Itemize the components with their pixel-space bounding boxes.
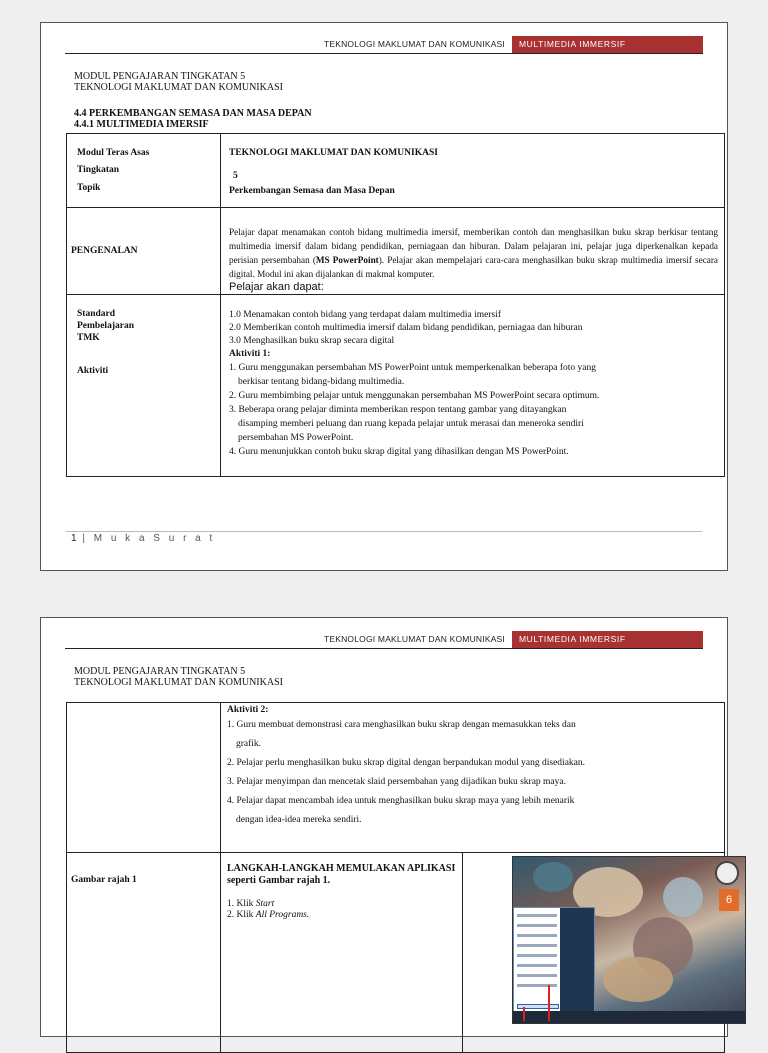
modul-line-2: TEKNOLOGI MAKLUMAT DAN KOMUNIKASI: [74, 677, 283, 688]
langkah-step-1: [227, 899, 456, 910]
value-modul: TEKNOLOGI MAKLUMAT DAN KOMUNIKASI: [229, 148, 438, 158]
page-number: 1: [71, 533, 77, 544]
start-menu-item: [517, 954, 557, 957]
clock-gadget-icon: [715, 861, 739, 885]
aktiviti-2-line: 2. Pelajar perlu menghasilkan buku skrap digital dengan berpandukan modul yang disediakan.: [227, 758, 586, 768]
gambar-label: Gambar rajah 1: [71, 875, 137, 885]
section-line-1: 4.4 PERKEMBANGAN SEMASA DAN MASA DEPAN: [74, 108, 312, 119]
page-footer-label: | M u k a S u r a t: [82, 533, 216, 544]
start-menu-item: [517, 934, 557, 937]
info-values: [221, 134, 725, 208]
label-tingkatan: Tingkatan: [77, 165, 120, 175]
page-footer: [71, 533, 215, 544]
page-header: [65, 36, 703, 54]
info-row: [67, 134, 725, 208]
aktiviti-2-title: Aktiviti 2:: [227, 705, 269, 715]
value-tingkatan: 5: [233, 171, 238, 181]
header-badge: MULTIMEDIA IMMERSIF: [512, 36, 703, 53]
header-title: TEKNOLOGI MAKLUMAT DAN KOMUNIKASI: [323, 634, 505, 644]
pengenalan-text: [229, 225, 718, 281]
gambar-label-cell: [67, 853, 221, 1053]
arrow-icon: [523, 1007, 525, 1021]
pengenalan-row: [67, 208, 725, 295]
start-menu-item: [517, 924, 557, 927]
pengenalan-text-a: Pelajar dapat menamakan contoh bidang multimedia imersif, memberikan contoh dan menghasilkan buku skrap berkisar tentang multimedia imersif dalam bidang pendidikan, perniagaan dan hiburan. Dalam pelajaran ini, pelajar juga diperkenalkan kepada perisian persembahan (: [229, 227, 718, 265]
standard-content-cell: [221, 295, 725, 477]
pengenalan-label-cell: [67, 208, 221, 295]
wallpaper-shape: [533, 862, 573, 892]
standard-label-cell: [67, 295, 221, 477]
page-1: [40, 22, 728, 571]
lesson-table: [66, 133, 725, 477]
step-2-target: All Programs.: [255, 910, 310, 920]
start-menu-item: [517, 974, 557, 977]
aktiviti-2-row: [67, 703, 725, 853]
wallpaper-shape: [663, 877, 703, 917]
pengenalan-text-b: ). Pelajar akan mempelajari cara-cara menghasilkan buku skrap multimedia imersif secara digital. Modul ini akan dijalankan di makmal komputer.: [229, 255, 718, 279]
label-topik: Topik: [77, 183, 101, 193]
standard-item: 1.0 Menamakan contoh bidang yang terdapat dalam multimedia imersif: [229, 310, 501, 320]
header-badge: MULTIMEDIA IMMERSIF: [512, 631, 703, 648]
aktiviti-1-title: Aktiviti 1:: [229, 349, 271, 359]
value-topik: Perkembangan Semasa dan Masa Depan: [229, 186, 395, 196]
page-header: [65, 631, 703, 649]
standard-item: 2.0 Memberikan contoh multimedia imersif dalam bidang pendidikan, perniagaa dan hiburan: [229, 323, 583, 333]
aktiviti-1-line: 2. Guru membimbing pelajar untuk menggunakan persembahan MS PowerPoint secara optimum.: [229, 391, 600, 401]
aktiviti-2-content: [221, 703, 725, 853]
aktiviti-label: Aktiviti: [77, 366, 109, 376]
start-menu-item: [517, 984, 557, 987]
label-modul: Modul Teras Asas: [77, 148, 150, 158]
start-menu-item: [517, 964, 557, 967]
langkah-cell: [221, 853, 463, 1053]
info-labels: [67, 134, 221, 208]
aktiviti-1-line: 3. Beberapa orang pelajar diminta memberikan respon tentang gambar yang ditayangkan: [229, 405, 567, 415]
aktiviti-1-line: berkisar tentang bidang-bidang multimedia.: [238, 377, 405, 387]
aktiviti-2-line: 3. Pelajar menyimpan dan mencetak slaid persembahan yang dijadikan buku skrap maya.: [227, 777, 566, 787]
aktiviti-1-line: persembahan MS PowerPoint.: [238, 433, 354, 443]
arrow-icon: [548, 985, 550, 1021]
aktiviti-2-line: 4. Pelajar dapat mencambah idea untuk menghasilkan buku skrap maya yang lebih menarik: [227, 796, 575, 806]
aktiviti-2-line: 1. Guru membuat demonstrasi cara menghasilkan buku skrap dengan memasukkan teks dan: [227, 720, 576, 730]
aktiviti-2-line: dengan idea-idea mereka sendiri.: [236, 815, 362, 825]
modul-line-1: MODUL PENGAJARAN TINGKATAN 5: [74, 666, 246, 677]
start-menu: [513, 907, 595, 1024]
section-line-2: 4.4.1 MULTIMEDIA IMERSIF: [74, 119, 209, 130]
standard-label: Standard Pembelajaran TMK: [77, 309, 134, 343]
langkah-title: LANGKAH-LANGKAH MEMULAKAN APLIKASI seperti Gambar rajah 1.: [227, 863, 456, 886]
modul-line-1: MODUL PENGAJARAN TINGKATAN 5: [74, 71, 246, 82]
aktiviti-1-line: 4. Guru menunjukkan contoh buku skrap digital yang dihasilkan dengan MS PowerPoint.: [229, 447, 569, 457]
footer-divider: [66, 531, 702, 532]
page-2: [40, 617, 733, 1037]
step-1-target: Start: [255, 899, 275, 909]
calendar-gadget: 6: [719, 889, 739, 911]
start-menu-right-pane: [560, 908, 594, 1024]
section-title: [74, 108, 312, 130]
pengenalan-sub: Pelajar akan dapat:: [229, 281, 324, 293]
modul-heading: [74, 666, 283, 688]
langkah-step-2: [227, 910, 456, 921]
aktiviti-1-line: disamping memberi peluang dan ruang kepada pelajar untuk merasai dan meneroka sendiri: [238, 419, 584, 429]
pengenalan-text-bold: MS PowerPoint: [315, 255, 379, 265]
wallpaper-shape: [603, 957, 673, 1002]
pengenalan-text-cell: [221, 208, 725, 295]
aktiviti-1-line: 1. Guru menggunakan persembahan MS PowerPoint untuk memperkenalkan beberapa foto yang: [229, 363, 596, 373]
pengenalan-label: PENGENALAN: [71, 246, 138, 256]
step-2-prefix: 2. Klik: [227, 910, 256, 920]
modul-line-2: TEKNOLOGI MAKLUMAT DAN KOMUNIKASI: [74, 82, 283, 93]
start-menu-item: [517, 944, 557, 947]
modul-heading: [74, 71, 283, 93]
standard-item: 3.0 Menghasilkan buku skrap secara digital: [229, 336, 395, 346]
header-title: TEKNOLOGI MAKLUMAT DAN KOMUNIKASI: [323, 39, 505, 49]
windows-desktop-screenshot: [512, 856, 746, 1024]
aktiviti-2-line: grafik.: [236, 739, 262, 749]
start-menu-item: [517, 914, 557, 917]
standard-row: [67, 295, 725, 477]
aktiviti-2-label-cell: [67, 703, 221, 853]
step-1-prefix: 1. Klik: [227, 899, 256, 909]
